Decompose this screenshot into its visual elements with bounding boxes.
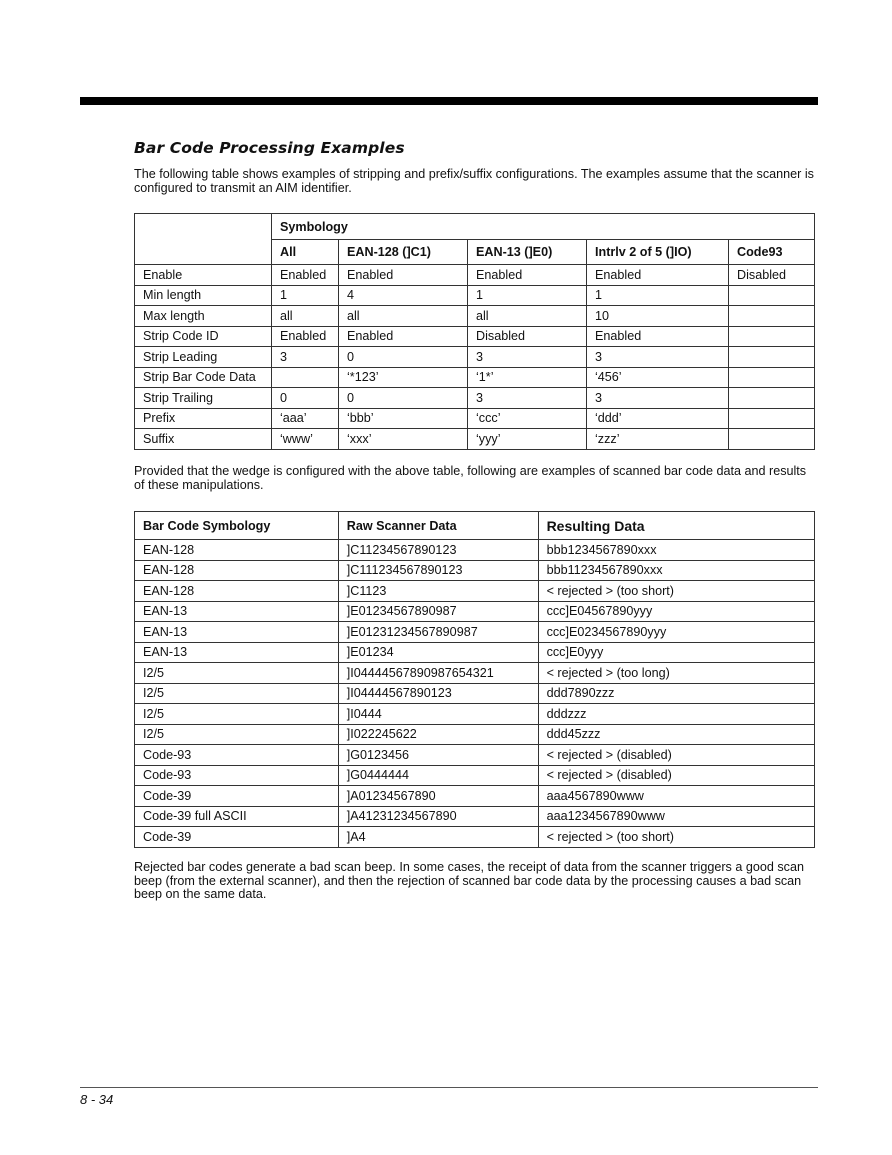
- results-column-header: Resulting Data: [538, 512, 814, 540]
- symbology-group-header: Symbology: [272, 214, 815, 240]
- config-cell: [729, 367, 815, 388]
- results-cell: < rejected > (too long): [538, 663, 814, 684]
- results-row: [135, 704, 815, 725]
- outro-paragraph: Rejected bar codes generate a bad scan beep. In some cases, the receipt of data from the scanner triggers a good scan beep (from the external scanner), and then the rejection of scanned bar code data by the processing causes a bad scan beep on the same data.: [134, 860, 804, 901]
- config-cell: ‘xxx’: [339, 429, 468, 450]
- config-cell: [729, 285, 815, 306]
- config-row-label: Strip Code ID: [135, 326, 272, 347]
- config-cell: [729, 388, 815, 409]
- results-cell: EAN-128: [135, 560, 339, 581]
- config-cell: 3: [587, 347, 729, 368]
- results-cell: EAN-13: [135, 642, 339, 663]
- config-cell: 3: [468, 347, 587, 368]
- results-row: [135, 683, 815, 704]
- config-cell: [729, 326, 815, 347]
- config-row: [135, 326, 815, 347]
- config-cell: 3: [468, 388, 587, 409]
- results-row: [135, 663, 815, 684]
- results-row: [135, 642, 815, 663]
- config-row-label: Max length: [135, 306, 272, 327]
- results-cell: ]I04444567890987654321: [338, 663, 538, 684]
- config-row: [135, 408, 815, 429]
- results-cell: ]A4: [338, 827, 538, 848]
- results-row: [135, 827, 815, 848]
- config-cell: [272, 367, 339, 388]
- config-cell: ‘*123’: [339, 367, 468, 388]
- config-cell: all: [468, 306, 587, 327]
- results-cell: I2/5: [135, 704, 339, 725]
- results-cell: ]I022245622: [338, 724, 538, 745]
- config-cell: 3: [587, 388, 729, 409]
- config-cell: ‘aaa’: [272, 408, 339, 429]
- bottom-rule: [80, 1087, 818, 1088]
- results-row: [135, 765, 815, 786]
- config-cell: 0: [339, 388, 468, 409]
- results-cell: < rejected > (disabled): [538, 765, 814, 786]
- config-row: [135, 367, 815, 388]
- config-cell: 3: [272, 347, 339, 368]
- config-cell: ‘1*’: [468, 367, 587, 388]
- results-cell: ]G0123456: [338, 745, 538, 766]
- config-row: [135, 429, 815, 450]
- results-cell: Code-93: [135, 765, 339, 786]
- results-row: [135, 806, 815, 827]
- results-header-row: [135, 512, 815, 540]
- config-cell: Enabled: [468, 265, 587, 286]
- config-cell: 0: [339, 347, 468, 368]
- config-cell: Enabled: [587, 265, 729, 286]
- config-table: [134, 213, 815, 450]
- config-cell: [729, 429, 815, 450]
- results-row: [135, 745, 815, 766]
- results-row: [135, 786, 815, 807]
- top-rule: [80, 97, 818, 105]
- config-cell: Enabled: [339, 265, 468, 286]
- config-row: [135, 388, 815, 409]
- results-cell: ]G0444444: [338, 765, 538, 786]
- results-cell: ]A01234567890: [338, 786, 538, 807]
- config-cell: ‘zzz’: [587, 429, 729, 450]
- results-cell: I2/5: [135, 683, 339, 704]
- results-cell: EAN-128: [135, 581, 339, 602]
- config-cell: 1: [272, 285, 339, 306]
- results-cell: ]C1123: [338, 581, 538, 602]
- config-column-header: Intrlv 2 of 5 (]IO): [587, 240, 729, 265]
- results-cell: dddzzz: [538, 704, 814, 725]
- config-cell: ‘456’: [587, 367, 729, 388]
- results-cell: bbb1234567890xxx: [538, 540, 814, 561]
- config-row-label: Min length: [135, 285, 272, 306]
- config-column-header: EAN-128 (]C1): [339, 240, 468, 265]
- config-column-header: Code93: [729, 240, 815, 265]
- results-cell: ]I0444: [338, 704, 538, 725]
- config-row: [135, 265, 815, 286]
- config-column-header: All: [272, 240, 339, 265]
- page-number: 8 - 34: [80, 1092, 114, 1107]
- config-cell: 1: [587, 285, 729, 306]
- config-cell: Enabled: [272, 265, 339, 286]
- results-row: [135, 601, 815, 622]
- results-cell: ]I04444567890123: [338, 683, 538, 704]
- config-row-label: Strip Bar Code Data: [135, 367, 272, 388]
- config-cell: ‘ddd’: [587, 408, 729, 429]
- results-cell: Code-39: [135, 827, 339, 848]
- config-cell: ‘yyy’: [468, 429, 587, 450]
- results-cell: EAN-128: [135, 540, 339, 561]
- config-cell: 0: [272, 388, 339, 409]
- config-row-label: Strip Leading: [135, 347, 272, 368]
- config-row-label: Prefix: [135, 408, 272, 429]
- config-table-body: [135, 265, 815, 450]
- config-cell: Disabled: [468, 326, 587, 347]
- config-cell: Enabled: [587, 326, 729, 347]
- results-row: [135, 622, 815, 643]
- config-cell: 4: [339, 285, 468, 306]
- results-table: [134, 511, 815, 848]
- config-row-label: Strip Trailing: [135, 388, 272, 409]
- config-group-header-row: [135, 214, 815, 240]
- results-cell: ]C11234567890123: [338, 540, 538, 561]
- config-corner-cell: [135, 214, 272, 265]
- results-cell: aaa4567890www: [538, 786, 814, 807]
- results-cell: ccc]E0234567890yyy: [538, 622, 814, 643]
- results-cell: ]E01231234567890987: [338, 622, 538, 643]
- results-cell: I2/5: [135, 724, 339, 745]
- config-cell: Enabled: [339, 326, 468, 347]
- config-cell: Disabled: [729, 265, 815, 286]
- results-column-header: Raw Scanner Data: [338, 512, 538, 540]
- results-cell: Code-93: [135, 745, 339, 766]
- config-cell: [729, 306, 815, 327]
- results-cell: ccc]E0yyy: [538, 642, 814, 663]
- config-cell: [729, 408, 815, 429]
- results-cell: bbb11234567890xxx: [538, 560, 814, 581]
- results-cell: ]E01234567890987: [338, 601, 538, 622]
- results-cell: EAN-13: [135, 601, 339, 622]
- results-table-body: [135, 540, 815, 848]
- results-cell: ddd45zzz: [538, 724, 814, 745]
- results-cell: EAN-13: [135, 622, 339, 643]
- results-row: [135, 560, 815, 581]
- config-row: [135, 285, 815, 306]
- results-cell: I2/5: [135, 663, 339, 684]
- results-row: [135, 540, 815, 561]
- results-cell: < rejected > (disabled): [538, 745, 814, 766]
- results-row: [135, 724, 815, 745]
- results-cell: < rejected > (too short): [538, 827, 814, 848]
- intro-paragraph: The following table shows examples of stripping and prefix/suffix configurations. The examples assume that the scanner is configured to transmit an AIM identifier.: [134, 167, 814, 195]
- mid-paragraph: Provided that the wedge is configured with the above table, following are examples of scanned bar code data and results of these manipulations.: [134, 464, 807, 492]
- results-cell: ]A41231234567890: [338, 806, 538, 827]
- config-row-label: Suffix: [135, 429, 272, 450]
- results-cell: aaa1234567890www: [538, 806, 814, 827]
- config-column-header: EAN-13 (]E0): [468, 240, 587, 265]
- config-cell: Enabled: [272, 326, 339, 347]
- config-cell: all: [272, 306, 339, 327]
- section-heading: Bar Code Processing Examples: [134, 139, 405, 157]
- config-cell: ‘ccc’: [468, 408, 587, 429]
- config-row-label: Enable: [135, 265, 272, 286]
- results-row: [135, 581, 815, 602]
- results-cell: ]E01234: [338, 642, 538, 663]
- results-cell: < rejected > (too short): [538, 581, 814, 602]
- config-cell: all: [339, 306, 468, 327]
- config-row: [135, 306, 815, 327]
- results-cell: Code-39 full ASCII: [135, 806, 339, 827]
- results-column-header: Bar Code Symbology: [135, 512, 339, 540]
- results-cell: Code-39: [135, 786, 339, 807]
- results-cell: ]C111234567890123: [338, 560, 538, 581]
- config-cell: ‘bbb’: [339, 408, 468, 429]
- config-cell: 10: [587, 306, 729, 327]
- results-cell: ddd7890zzz: [538, 683, 814, 704]
- config-row: [135, 347, 815, 368]
- config-cell: 1: [468, 285, 587, 306]
- config-cell: ‘www’: [272, 429, 339, 450]
- results-cell: ccc]E04567890yyy: [538, 601, 814, 622]
- config-cell: [729, 347, 815, 368]
